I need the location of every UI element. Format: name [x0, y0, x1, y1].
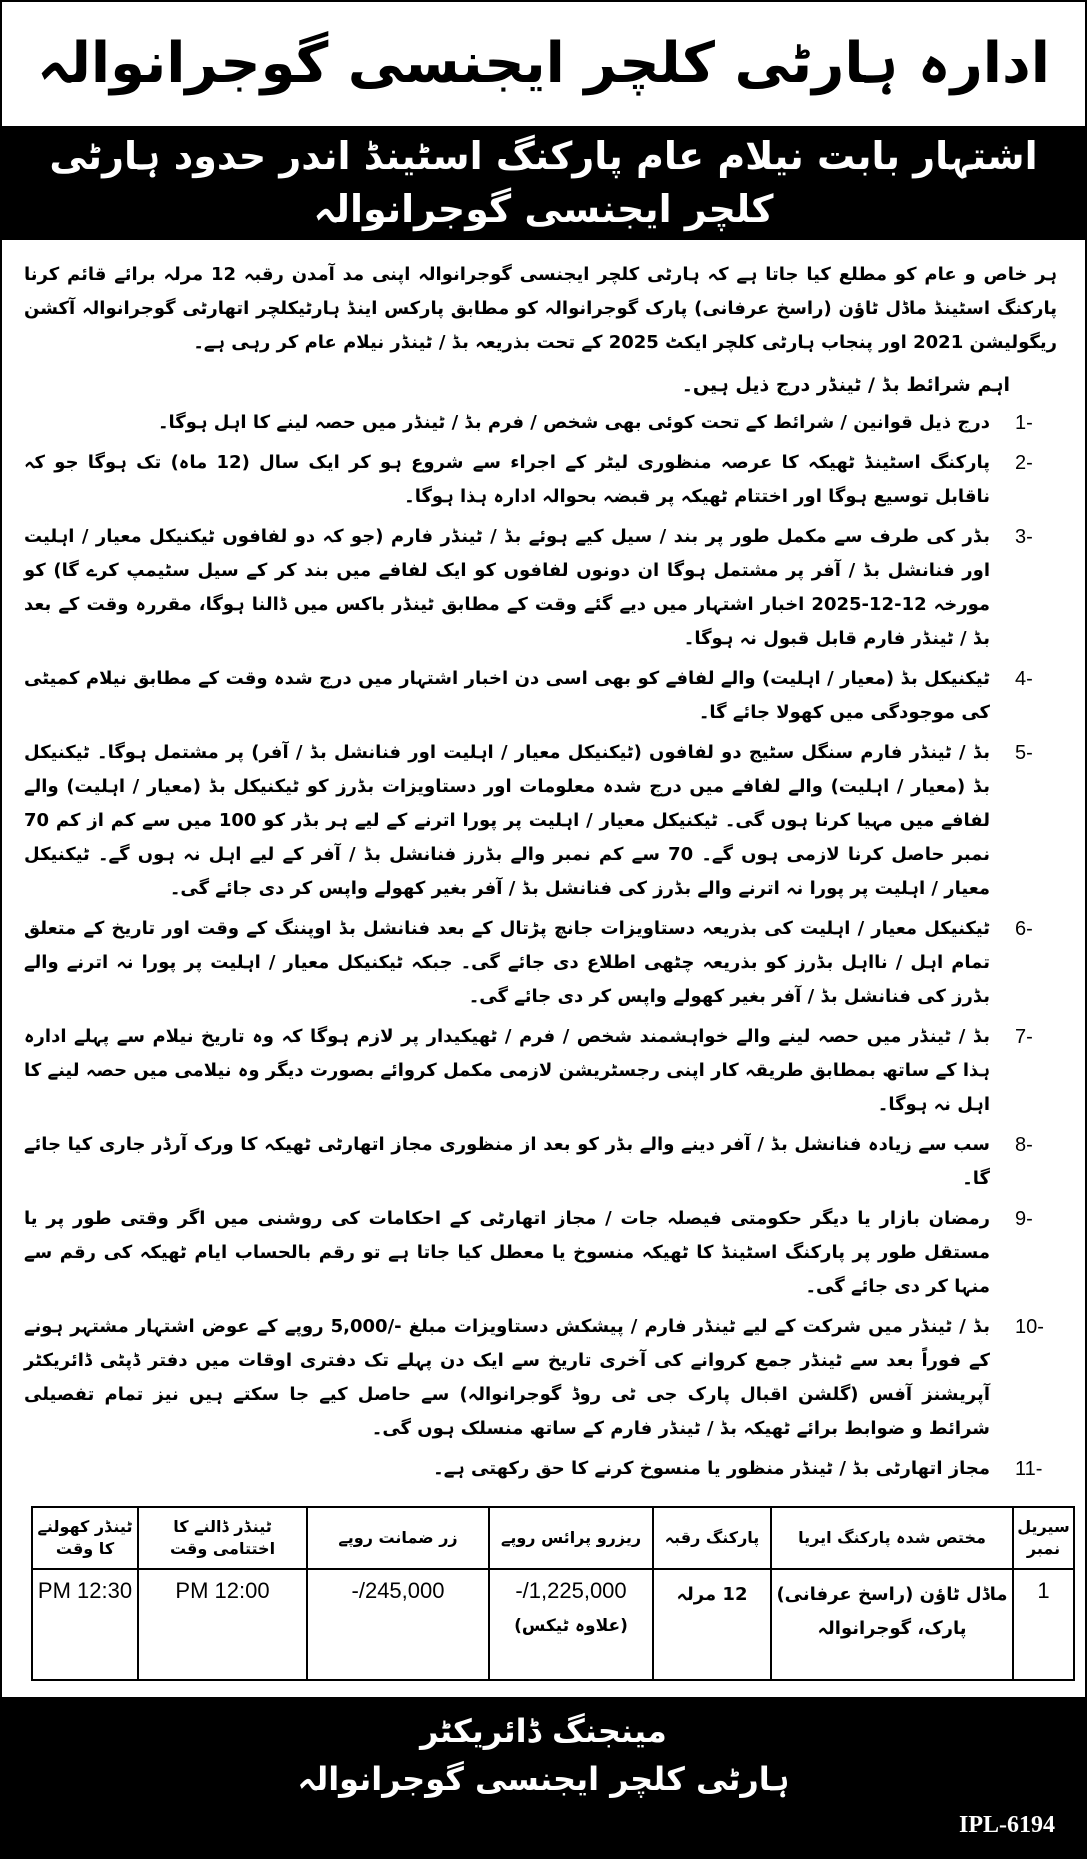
conditions-heading: اہم شرائط بڈ / ٹینڈر درج ذیل ہیں۔ [681, 374, 1010, 397]
reserve-price: 1,225,000/- [515, 1578, 627, 1604]
condition-item [24, 446, 1065, 514]
item-number: 11- [1015, 1458, 1043, 1481]
item-number: 9- [1015, 1208, 1033, 1231]
cell-area: ماڈل ٹاؤن (راسخ عرفانی) پارک، گوجرانوالہ [771, 1569, 1013, 1680]
signatory-office: ہارٹی کلچر ایجنسی گوجرانوالہ [297, 1760, 790, 1799]
signatory-designation: مینجنگ ڈائریکٹر [420, 1712, 667, 1751]
header-earnest: زر ضمانت روپے [307, 1507, 489, 1569]
item-text: درج ذیل قوانین / شرائط کے تحت کوئی بھی شخص / فرم بڈ / ٹینڈر میں حصہ لینے کا اہل ہوگا۔ [157, 412, 990, 434]
reserve-note: (علاوہ ٹیکس) [514, 1616, 628, 1637]
table-row [32, 1569, 1074, 1680]
item-text: پارکنگ اسٹینڈ ٹھیکہ کا عرصہ منظوری لیٹر کے اجراء سے شروع ہو کر ایک سال (12 ماہ) تک ہوگا جو کہ ناقابل توسیع ہوگا اور اختتام ٹھیکہ پر قبضہ بحوالہ ادارہ ہذا ہوگا۔ [24, 452, 990, 508]
item-number: 1- [1015, 412, 1033, 435]
agency-title: ادارہ ہارٹی کلچر ایجنسی گوجرانوالہ [37, 30, 1050, 96]
header-opening-time: ٹینڈر کھولنے کا وقت [32, 1507, 138, 1569]
item-text: مجاز اتھارٹی بڈ / ٹینڈر منظور یا منسوخ کرنے کا حق رکھتی ہے۔ [433, 1458, 990, 1480]
header-size: پارکنگ رقبہ [653, 1507, 771, 1569]
item-text: بڈ / ٹینڈر میں حصہ لینے والے خواہشمند شخص / فرم / ٹھیکیدار پر لازم ہوگا کہ وہ تاریخ نیلام سے پہلے ادارہ ہذا کے ساتھ بمطابق طریقہ کار اپنی رجسٹریشن لازمی مکمل کروائے بصورت دیگر وہ نیلامی میں حصہ لینے کا اہل نہ ہوگا۔ [24, 1026, 990, 1116]
condition-item [24, 1202, 1065, 1304]
condition-item [24, 912, 1065, 1014]
notice-heading: اشتہار بابت نیلام عام پارکنگ اسٹینڈ اندر حدود ہارٹی کلچر ایجنسی گوجرانوالہ [49, 134, 1038, 232]
condition-item [24, 1128, 1065, 1196]
header-area: مختص شدہ پارکنگ ایریا [771, 1507, 1013, 1569]
condition-item [24, 520, 1065, 656]
notice-banner [2, 126, 1085, 240]
condition-item [24, 1452, 1065, 1486]
item-text: بڈ / ٹینڈر فارم سنگل سٹیج دو لفافوں (ٹیکنیکل معیار / اہلیت اور فنانشل بڈ / آفر) پر مشتمل ہوگا۔ ٹیکنیکل بڈ (معیار / اہلیت) والے لفافے میں درج شدہ معلومات اور دستاویزات بڈرز کو ٹیکنیکل بڈ (معیار / اہلیت) والے لفافے میں مہیا کرنا ہوں گی۔ ٹیکنیکل معیار / اہلیت پر پورا اترنے کے لیے ہر بڈر کو 100 میں سے کم از کم 70 نمبر حاصل کرنا لازمی ہوں گے۔ 70 سے کم نمبر والے بڈرز فنانشل بڈ / آفر کے لیے اہل نہ ہوں گے۔ ٹیکنیکل معیار / اہلیت پر پورا نہ اترنے والے بڈرز کی فنانشل بڈ / آفر بغیر کھولے واپس کر دی جائے گی۔ [24, 742, 990, 900]
item-text: ٹیکنیکل معیار / اہلیت کی بذریعہ دستاویزات جانچ پڑتال کے بعد فنانشل بڈ اوپننگ کے وقت اور تاریخ کے متعلق تمام اہل / نااہل بڈرز کو بذریعہ چٹھی اطلاع دی جائے گی۔ جبکہ ٹیکنیکل معیار / اہلیت پر پورا نہ اترنے والے بڈرز کی فنانشل بڈ / آفر بغیر کھولے واپس کر دی جائے گی۔ [24, 918, 990, 1008]
cell-earnest: 245,000/- [307, 1569, 489, 1680]
item-number: 8- [1015, 1134, 1033, 1157]
header-reserve: ریزرو پرائس روپے [489, 1507, 653, 1569]
item-text: بڈر کی طرف سے مکمل طور پر بند / سیل کیے ہوئے بڈ / ٹینڈر فارم (جو کہ دو لفافوں ٹیکنیکل معیار / اہلیت اور فنانشل بڈ / آفر پر مشتمل ہوگا ان دونوں لفافوں کو ایک لفافے میں بند کر کے سیل سٹیمپ کرے گا) کو مورخہ 12-12-2025 اخبار اشتہار میں دیے گئے وقت کے مطابق ٹینڈر باکس میں ڈالنا ہوگا، مقررہ وقت کے بعد بڈ / ٹینڈر فارم قابل قبول نہ ہوگا۔ [24, 526, 990, 650]
cell-serial: 1 [1013, 1569, 1074, 1680]
item-text: بڈ / ٹینڈر میں شرکت کے لیے ٹینڈر فارم / پیشکش دستاویزات مبلغ -/5,000 روپے کے عوض اشتہار مشتہر ہونے کے فوراً بعد سے ٹینڈر جمع کروانے کی آخری تاریخ سے ایک دن پہلے تک دفتری اوقات میں دفتر ڈپٹی ڈائریکٹر آپریشنز آفس (گلشن اقبال پارک جی ٹی روڈ گوجرانوالہ) سے حاصل کیے جا سکتے ہیں نیز تمام تفصیلی شرائط و ضوابط برائے ٹھیکہ بڈ / ٹینڈر فارم کے ساتھ منسلک ہوں گی۔ [24, 1316, 990, 1440]
item-number: 3- [1015, 526, 1033, 549]
item-number: 5- [1015, 742, 1033, 765]
item-number: 4- [1015, 668, 1033, 691]
auction-table [31, 1506, 1075, 1681]
condition-item [24, 736, 1065, 906]
table-header-row [32, 1507, 1074, 1569]
signature-block [2, 1697, 1085, 1857]
table-container [2, 1492, 1085, 1697]
header-serial: سیریل نمبر [1013, 1507, 1074, 1569]
header-closing-time: ٹینڈر ڈالنے کا اختتامی وقت [138, 1507, 307, 1569]
condition-item [24, 1310, 1065, 1446]
notice-body [2, 240, 1085, 1492]
ad-code: IPL-6194 [959, 1812, 1055, 1839]
condition-item [24, 1020, 1065, 1122]
cell-reserve [489, 1569, 653, 1680]
intro-paragraph: ہر خاص و عام کو مطلع کیا جاتا ہے کہ ہارٹی کلچر ایجنسی گوجرانوالہ اپنی مد آمدن رقبہ 12 مرلہ برائے قائم کرنا پارکنگ اسٹینڈ ماڈل ٹاؤن (راسخ عرفانی) پارک گوجرانوالہ کو مطابق پارکس اینڈ ہارٹیکلچر اتھارٹی گوجرانوالہ آکشن ریگولیشن 2021 اور پنجاب ہارٹی کلچر ایکٹ 2025 کے تحت بذریعہ بڈ / ٹینڈر نیلام عام کر رہی ہے۔ [24, 264, 1058, 354]
item-number: 10- [1015, 1316, 1044, 1339]
item-number: 2- [1015, 452, 1033, 475]
cell-opening-time: 12:30 PM [32, 1569, 138, 1680]
item-text: ٹیکنیکل بڈ (معیار / اہلیت) والے لفافے کو بھی اسی دن اخبار اشتہار میں درج شدہ وقت کے مطابق نیلام کمیٹی کی موجودگی میں کھولا جائے گا۔ [24, 668, 990, 724]
item-number: 7- [1015, 1026, 1033, 1049]
cell-closing-time: 12:00 PM [138, 1569, 307, 1680]
condition-item [24, 406, 1065, 440]
cell-size: 12 مرلہ [653, 1569, 771, 1680]
item-text: رمضان بازار یا دیگر حکومتی فیصلہ جات / مجاز اتھارٹی کے احکامات کی روشنی میں اگر وقتی طور پر یا مستقل طور پر پارکنگ اسٹینڈ کا ٹھیکہ منسوخ یا معطل کیا جاتا ہے تو رقم بالحساب ایام ٹھیکہ کی رقم سے منہا کر دی جائے گی۔ [24, 1208, 990, 1298]
item-text: سب سے زیادہ فنانشل بڈ / آفر دینے والے بڈر کو بعد از منظوری مجاز اتھارٹی ٹھیکہ کا ورک آرڈر جاری کیا جائے گا۔ [24, 1134, 990, 1190]
item-number: 6- [1015, 918, 1033, 941]
condition-item [24, 662, 1065, 730]
